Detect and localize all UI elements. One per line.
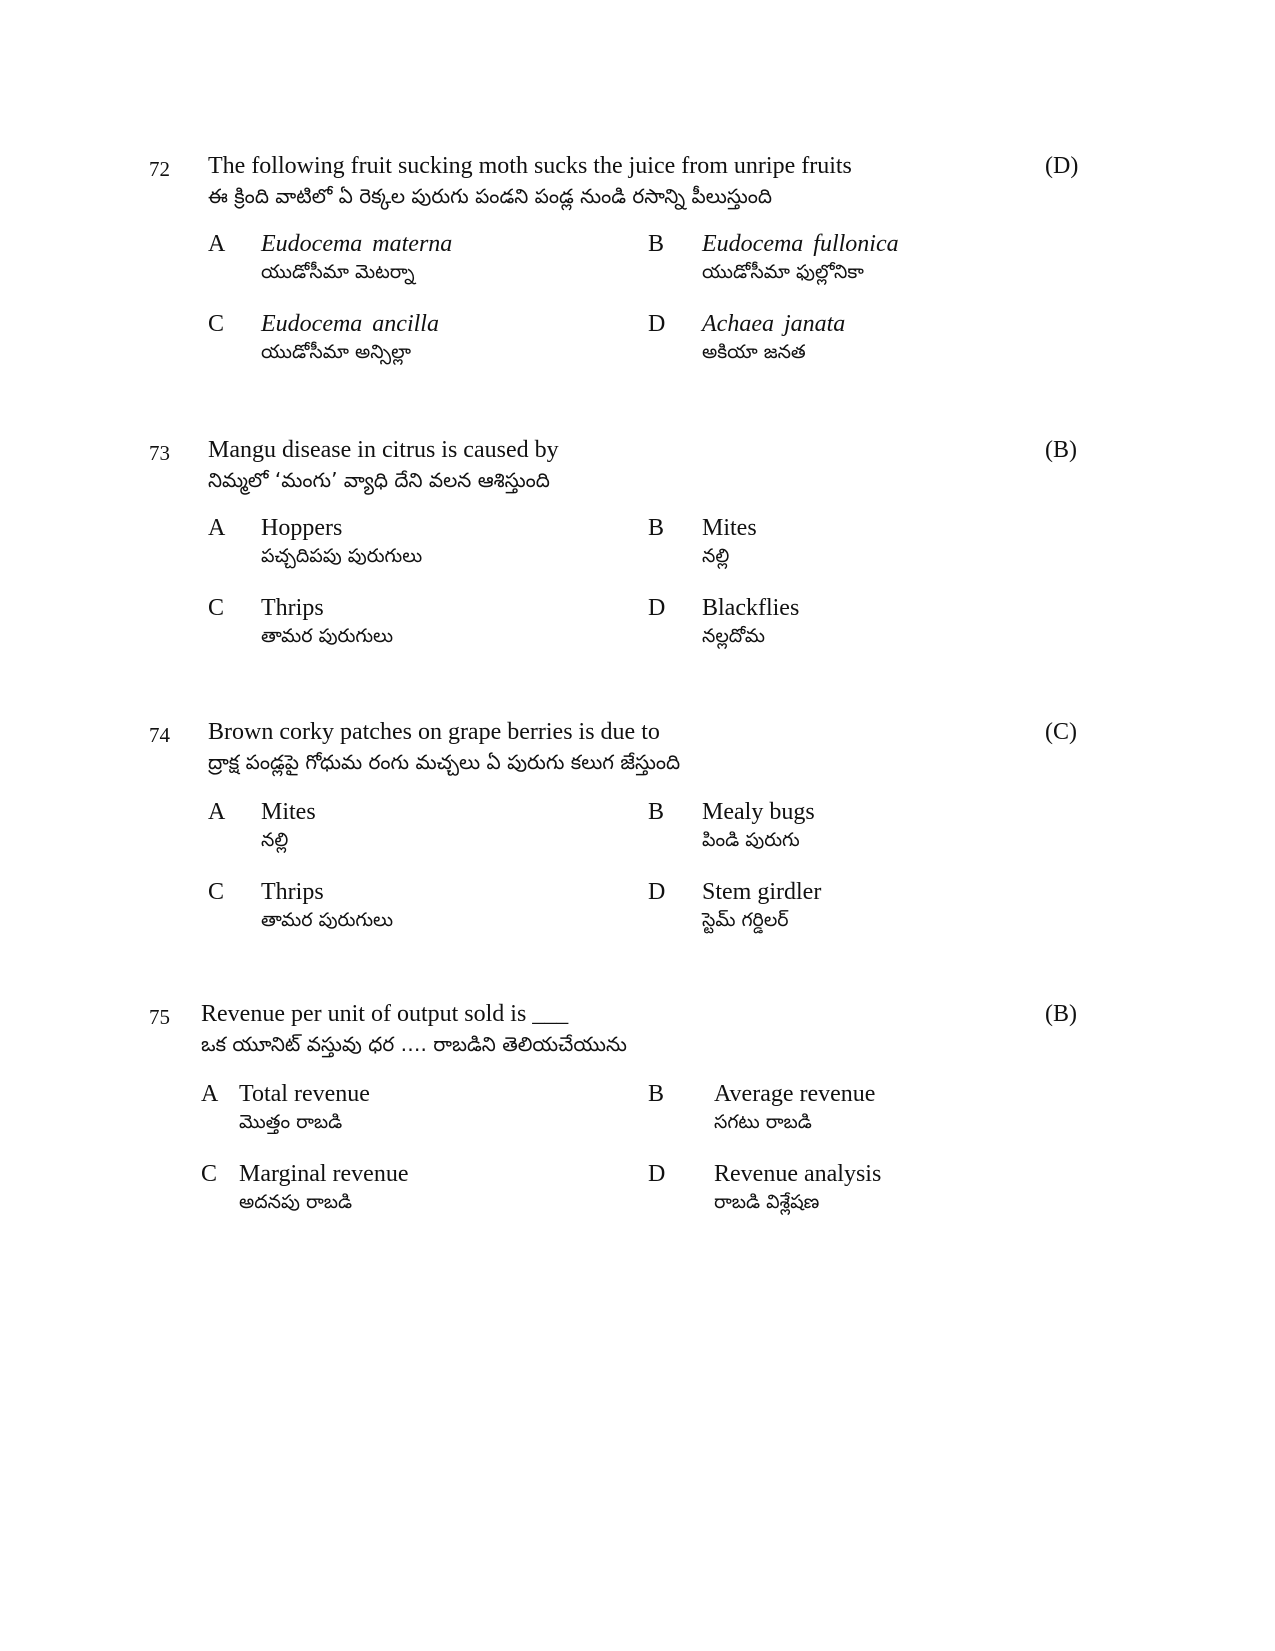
option-b [648, 799, 1068, 863]
question-text-telugu: ద్రాక్ష పండ్లపై గోధుమ రంగు మచ్చలు ఏ పురుగు కలుగ జేస్తుంది [208, 750, 681, 774]
option-text-telugu: నల్లదోమ [702, 625, 765, 647]
option-letter: D [648, 879, 666, 905]
option-text-english: Average revenue [714, 1081, 876, 1107]
option-text-telugu: అకియా జనత [702, 341, 806, 363]
option-text-english: Hoppers [261, 515, 343, 541]
question-number: 75 [149, 1005, 170, 1029]
option-letter: D [648, 595, 666, 621]
option-text-telugu: రాబడి విశ్లేషణ [714, 1191, 820, 1213]
option-a [208, 231, 628, 295]
question-text-english: Brown corky patches on grape berries is due to [208, 719, 660, 745]
option-d [648, 879, 1068, 943]
question-text-telugu: నిమ్మలో ‘మంగు’ వ్యాధి దేని వలన ఆశిస్తుంది [208, 468, 550, 492]
option-text-telugu: తామర పురుగులు [261, 625, 394, 647]
option-text-telugu: నల్లి [702, 545, 730, 567]
option-text-telugu: నల్లి [261, 829, 289, 851]
option-text-telugu: సగటు రాబడి [714, 1111, 812, 1133]
option-letter: A [208, 799, 226, 825]
question-number: 72 [149, 157, 170, 181]
option-text-english: Eudocema ancilla [261, 311, 439, 337]
answer-key: (C) [1045, 719, 1077, 745]
option-letter: B [648, 1081, 665, 1107]
question-text-english: The following fruit sucking moth sucks the juice from unripe fruits [208, 153, 852, 179]
option-text-english: Eudocema fullonica [702, 231, 899, 257]
answer-key: (D) [1045, 153, 1079, 179]
question-number: 74 [149, 723, 170, 747]
option-letter: C [208, 879, 225, 905]
option-b [648, 515, 1068, 579]
option-text-english: Revenue analysis [714, 1161, 882, 1187]
option-c [208, 311, 628, 375]
question-74 [0, 719, 1275, 963]
question-text-english: Revenue per unit of output sold is ___ [201, 1001, 569, 1027]
option-letter: A [201, 1081, 219, 1107]
option-d [648, 1161, 1068, 1225]
option-text-english: Thrips [261, 879, 324, 905]
option-text-telugu: అదనపు రాబడి [239, 1191, 353, 1213]
option-letter: D [648, 1161, 666, 1187]
question-73 [0, 437, 1275, 681]
answer-key: (B) [1045, 437, 1077, 463]
option-b [648, 1081, 1068, 1145]
option-text-english: Marginal revenue [239, 1161, 409, 1187]
question-text-english: Mangu disease in citrus is caused by [208, 437, 559, 463]
option-d [648, 311, 1068, 375]
option-letter: C [201, 1161, 218, 1187]
option-text-telugu: యుడోసీమా అన్సిల్లా [261, 341, 412, 363]
option-text-telugu: మొత్తం రాబడి [239, 1111, 343, 1133]
answer-key: (B) [1045, 1001, 1077, 1027]
option-text-english: Mites [702, 515, 757, 541]
option-text-telugu: యుడోసీమా మెటర్నా [261, 261, 415, 283]
question-72 [0, 153, 1275, 397]
option-c [208, 879, 628, 943]
option-c [208, 595, 628, 659]
option-letter: B [648, 231, 665, 257]
option-a [201, 1081, 621, 1145]
option-text-telugu: స్టెమ్ గర్డిలర్ [702, 909, 789, 931]
option-text-english: Achaea janata [702, 311, 846, 337]
option-text-english: Mites [261, 799, 316, 825]
option-letter: A [208, 515, 226, 541]
question-text-telugu: ఈ క్రింది వాటిలో ఏ రెక్కల పురుగు పండని పండ్ల నుండి రసాన్ని పీలుస్తుంది [208, 184, 773, 208]
question-text-telugu: ఒక యూనిట్ వస్తువు ధర …. రాబడిని తెలియచేయును [201, 1032, 627, 1056]
option-text-telugu: యుడోసీమా ఫుల్లోనికా [702, 261, 864, 283]
option-letter: B [648, 799, 665, 825]
option-text-telugu: తామర పురుగులు [261, 909, 394, 931]
question-75 [0, 1001, 1275, 1245]
option-b [648, 231, 1068, 295]
option-text-english: Blackflies [702, 595, 800, 621]
option-text-telugu: పిండి పురుగు [702, 829, 800, 851]
option-a [208, 515, 628, 579]
option-text-english: Total revenue [239, 1081, 370, 1107]
option-letter: B [648, 515, 665, 541]
option-d [648, 595, 1068, 659]
option-letter: C [208, 595, 225, 621]
option-text-english: Thrips [261, 595, 324, 621]
option-letter: A [208, 231, 226, 257]
option-a [208, 799, 628, 863]
option-text-english: Mealy bugs [702, 799, 815, 825]
option-c [201, 1161, 621, 1225]
option-letter: C [208, 311, 225, 337]
option-text-english: Stem girdler [702, 879, 822, 905]
question-number: 73 [149, 441, 170, 465]
option-letter: D [648, 311, 666, 337]
option-text-telugu: పచ్చదిపపు పురుగులు [261, 545, 423, 567]
option-text-english: Eudocema materna [261, 231, 453, 257]
